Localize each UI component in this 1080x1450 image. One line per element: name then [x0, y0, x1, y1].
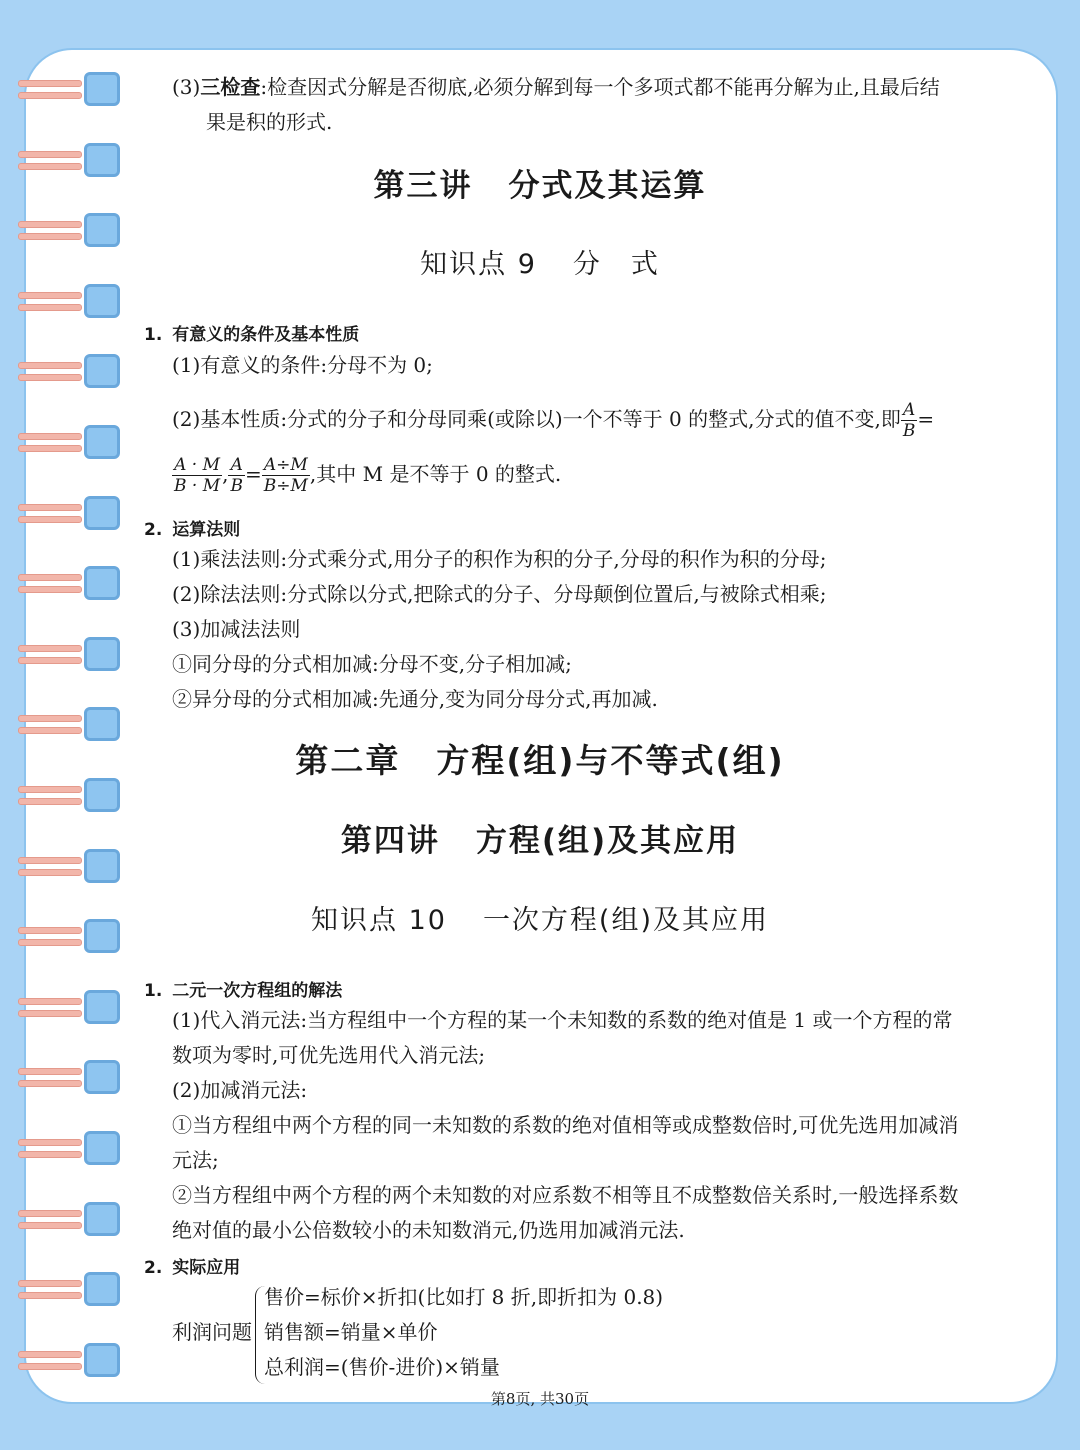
- formula-row: 总利润=(售价-进价)×销量: [264, 1355, 500, 1379]
- page-footer: 第8页, 共30页: [490, 1390, 590, 1408]
- text-line: (1)乘法法则:分式乘分式,用分子的积作为积的分子,分母的积作为积的分母;: [172, 547, 827, 571]
- knowledge-point-10-title: 知识点 10 一次方程(组)及其应用: [310, 905, 770, 936]
- formula-row: 销售额=销量×单价: [264, 1320, 438, 1344]
- section-heading: 1. 有意义的条件及基本性质: [144, 325, 360, 345]
- text-line: ②当方程组中两个方程的两个未知数的对应系数不相等且不成整数倍关系时,一般选择系数: [172, 1183, 959, 1207]
- formula-line: $\frac{A \cdot M}{B \cdot M}$ , $\frac{A}{B}$ = $\frac{A\div M}{B\div M}$ ,其中 M 是不等于 0 的整式.: [174, 455, 562, 496]
- top-item-line1: (3)三检查:检查因式分解是否彻底,必须分解到每一个多项式都不能再分解为止,且最后结: [172, 75, 940, 99]
- lecture-4-title: 第四讲 方程(组)及其应用: [340, 823, 740, 859]
- fraction: $\frac{A \cdot M}{B \cdot M}$: [174, 455, 221, 496]
- text-line: (1)有意义的条件:分母不为 0;: [172, 353, 433, 377]
- fraction: $\frac{A}{B}$: [902, 400, 916, 441]
- knowledge-point-9-title: 知识点 9 分 式: [420, 249, 660, 280]
- text-line: 元法;: [172, 1148, 219, 1172]
- fraction: $\frac{A\div M}{B\div M}$: [263, 455, 308, 496]
- text-line: (1)代入消元法:当方程组中一个方程的某一个未知数的系数的绝对值是 1 或一个方程的常: [172, 1008, 953, 1032]
- text-line: ②异分母的分式相加减:先通分,变为同分母分式,再加减.: [172, 687, 658, 711]
- chapter-2-title: 第二章 方程(组)与不等式(组): [295, 741, 785, 780]
- text-line: (2)除法法则:分式除以分式,把除式的分子、分母颠倒位置后,与被除式相乘;: [172, 582, 827, 606]
- text-line: (2)基本性质:分式的分子和分母同乘(或除以)一个不等于 0 的整式,分式的值不变,即 $\frac{A}{B}$ =: [172, 400, 935, 441]
- lecture-3-title: 第三讲 分式及其运算: [373, 168, 707, 204]
- text-line: ①当方程组中两个方程的同一未知数的系数的绝对值相等或成整数倍时,可优先选用加减消: [172, 1113, 959, 1137]
- section-heading: 2. 运算法则: [144, 520, 241, 540]
- section-heading: 2. 实际应用: [144, 1258, 241, 1278]
- text-line: 绝对值的最小公倍数较小的未知数消元,仍选用加减消元法.: [172, 1218, 685, 1242]
- text-line: 数项为零时,可优先选用代入消元法;: [172, 1043, 486, 1067]
- top-item-line2: 果是积的形式.: [206, 110, 333, 134]
- profit-label: 利润问题: [172, 1320, 252, 1344]
- text-line: ①同分母的分式相加减:分母不变,分子相加减;: [172, 652, 572, 676]
- text-line: (2)加减消元法:: [172, 1078, 308, 1102]
- formula-row: 售价=标价×折扣(比如打 8 折,即折扣为 0.8): [264, 1285, 664, 1309]
- fraction: $\frac{A}{B}$: [230, 455, 243, 496]
- text-line: (3)加减法法则: [172, 617, 301, 641]
- section-heading: 1. 二元一次方程组的解法: [144, 981, 343, 1001]
